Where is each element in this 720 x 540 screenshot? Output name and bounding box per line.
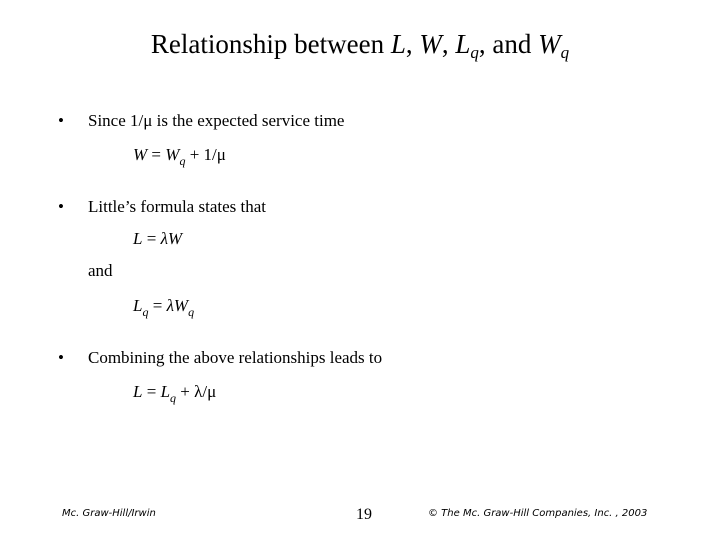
footer-publisher: Mc. Graw-Hill/Irwin [62, 508, 156, 519]
slide-title [0, 28, 720, 60]
formula-eq: = [147, 145, 166, 164]
bullet-marker: • [58, 348, 64, 367]
title-sep: , [405, 29, 420, 59]
formula-sub: q [142, 305, 149, 319]
title-L: L [390, 29, 406, 59]
formula-combined [133, 382, 217, 405]
formula-rest: + λ/μ [176, 382, 217, 401]
bullet-marker: • [58, 197, 64, 216]
title-sep: , and [478, 29, 539, 59]
formula-sub: q [188, 305, 195, 319]
page-number: 19 [356, 506, 372, 523]
formula-eq: = [148, 296, 167, 315]
title-Wq-sub: q [560, 43, 570, 62]
formula-lhs: L [133, 229, 143, 248]
formula-term: W [165, 145, 180, 164]
formula-eq: = [142, 382, 161, 401]
title-Wq: W [538, 29, 561, 59]
connector-text: and [88, 261, 113, 280]
title-Lq-sub: q [470, 43, 479, 62]
formula-littles-law-queue [133, 296, 195, 319]
title-prefix: Relationship between [150, 29, 391, 59]
formula-w [133, 145, 226, 168]
formula-lhs: L [133, 382, 143, 401]
formula-rest: λW [166, 296, 189, 315]
footer-copyright: © The Mc. Graw-Hill Companies, Inc. , 2003 [428, 508, 648, 519]
formula-lhs: L [133, 296, 143, 315]
formula-littles-law [133, 229, 182, 249]
title-sep: , [441, 29, 456, 59]
title-Lq: L [455, 29, 471, 59]
formula-sub: q [179, 154, 186, 168]
formula-sub: q [170, 391, 177, 405]
bullet-text: Combining the above relationships leads to [88, 348, 383, 367]
bullet-marker: • [58, 111, 64, 130]
formula-rest: + 1/μ [185, 145, 226, 164]
title-W: W [419, 29, 442, 59]
bullet-text: Little’s formula states that [88, 197, 266, 216]
formula-eq: = [142, 229, 161, 248]
formula-lhs: W [133, 145, 148, 164]
bullet-text: Since 1/μ is the expected service time [88, 111, 345, 130]
formula-term: L [160, 382, 171, 401]
formula-rest: λW [160, 229, 183, 248]
